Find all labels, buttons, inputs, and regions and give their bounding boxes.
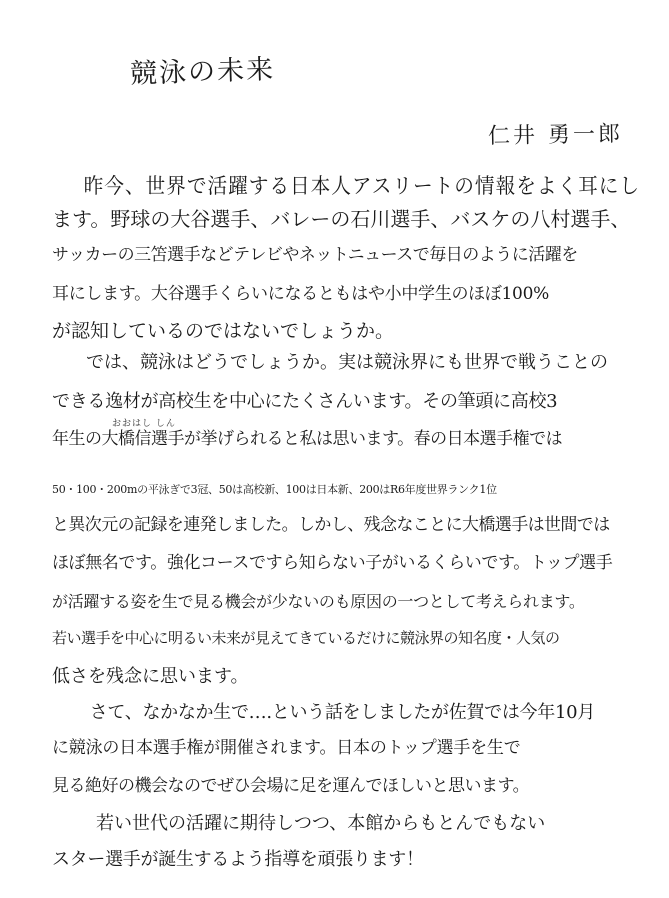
body-line: 若い世代の活躍に期待しつつ、本館からもとんでもない (78, 813, 546, 834)
body-line: が認知しているのではないでしょうか。 (52, 320, 395, 342)
body-line: と異次元の記録を連発しました。しかし、残念なことに大橋選手は世間では (52, 515, 610, 535)
body-line: スター選手が誕生するよう指導を頑張ります！ (52, 849, 424, 870)
body-line: ます。野球の大谷選手、バレーの石川選手、バスケの八村選手、 (52, 207, 631, 231)
body-line: 年生の大橋信選手が挙げられると私は思います。春の日本選手権では (52, 429, 563, 449)
body-line: ほぼ無名です。強化コースですら知らない子がいるくらいです。トップ選手 (52, 553, 613, 573)
body-line: 耳にします。大谷選手くらいになるともはや小中学生のほぼ100% (52, 284, 549, 304)
furigana-annotation: おおはし しん (112, 419, 176, 429)
body-line: 昨今、世界で活躍する日本人アスリートの情報をよく耳にし (63, 174, 641, 198)
body-line: できる逸材が高校生を中心にたくさんいます。その筆頭に高校3 (52, 391, 558, 412)
author-name: 仁井 勇一郎 (487, 121, 624, 150)
body-line: 見る絶好の機会なのでぜひ会場に足を運んでほしいと思います。 (52, 776, 530, 796)
body-line: に競泳の日本選手権が開催されます。日本のトップ選手を生で (52, 738, 521, 758)
body-line: さて、なかなか生で….という話をしましたが佐賀では今年10月 (72, 702, 595, 723)
body-line: サッカーの三笘選手などテレビやネットニュースで毎日のように活躍を (52, 245, 578, 265)
body-line: 若い選手を中心に明るい未来が見えてきているだけに競泳界の知名度・人気の (52, 629, 560, 647)
body-line: が活躍する姿を生で見る機会が少ないのも原因の一つとして考えられます。 (52, 592, 585, 611)
body-line: 50・100・200mの平泳ぎで3冠、50は高校新、100は日本新、200はR6年度世界ランク1位 (52, 483, 497, 496)
body-line: では、競泳はどうでしょうか。実は競泳界にも世界で戦うことの (68, 352, 608, 373)
page-title: 競泳の未来 (129, 53, 276, 90)
body-line: 低さを残念に思います。 (52, 666, 249, 687)
